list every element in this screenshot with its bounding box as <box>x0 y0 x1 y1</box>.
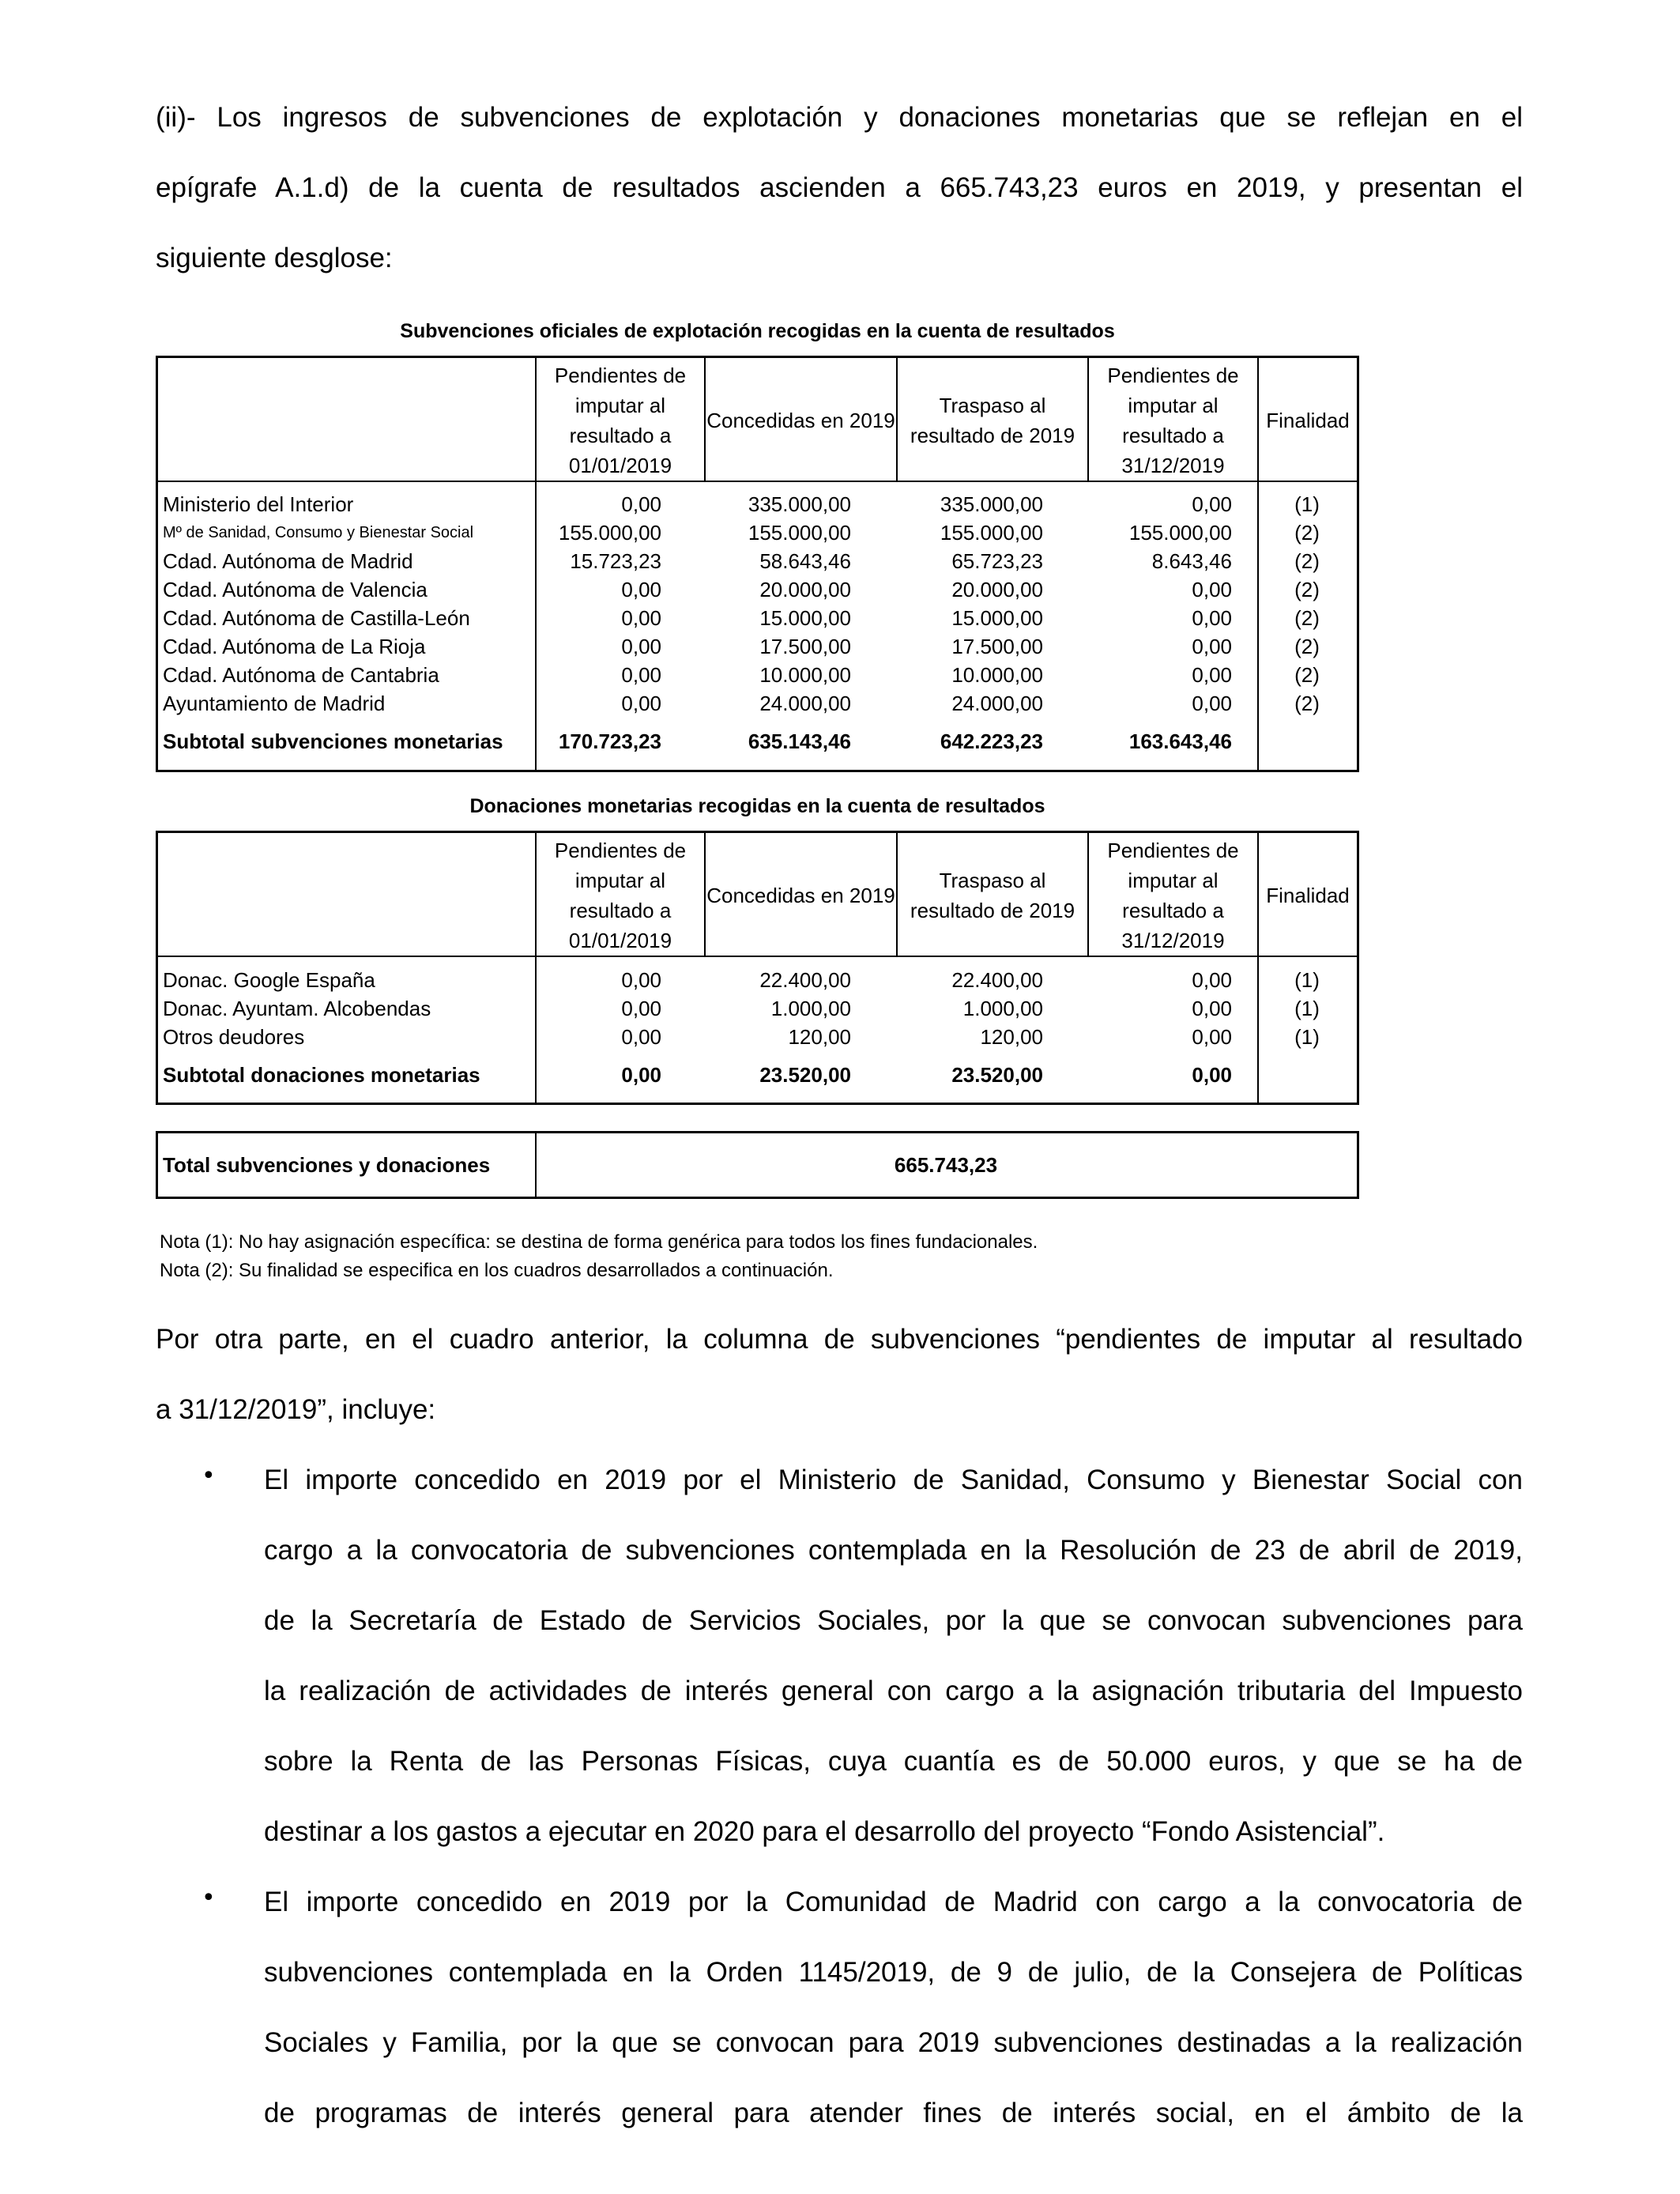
subtotal-row: Subtotal subvenciones monetarias 170.723,23 635.143,46 642.223,23 163.643,46 <box>163 729 1232 753</box>
table1-caption: Subvenciones oficiales de explotación recogidas en la cuenta de resultados <box>400 320 1115 342</box>
bullet1-line: cargo a la convocatoria de subvenciones contemplada en la Resolución de 23 de abril de 2019, <box>264 1535 1523 1566</box>
header-divider <box>158 956 1357 957</box>
subtotal-row: Subtotal donaciones monetarias 0,00 23.520,00 23.520,00 0,00 <box>163 1063 1232 1087</box>
header-finalidad: Finalidad <box>1257 358 1357 482</box>
bullet1-line: la realización de actividades de interés general con cargo a la asignación tributaria del Impuesto <box>264 1676 1523 1706</box>
para2-line-1: Por otra parte, en el cuadro anterior, la columna de subvenciones “pendientes de imputar al resultado <box>156 1324 1523 1355</box>
header-traspaso: Traspaso al resultado de 2019 <box>896 358 1087 482</box>
subvenciones-table <box>156 356 1359 772</box>
para2-line-2: a 31/12/2019”, incluye: <box>156 1394 436 1425</box>
intro-line-1: (ii)- Los ingresos de subvenciones de explotación y donaciones monetarias que se reflejan en el <box>156 102 1523 133</box>
table-row: Otros deudores 0,00 120,00 120,00 0,00 (1) <box>163 1025 1320 1049</box>
table-row: Cdad. Autónoma de Valencia 0,00 20.000,00 20.000,00 0,00 (2) <box>163 578 1320 601</box>
bullet1-line: de la Secretaría de Estado de Servicios Sociales, por la que se convocan subvenciones para <box>264 1605 1523 1636</box>
table-row: Cdad. Autónoma de La Rioja 0,00 17.500,00 17.500,00 0,00 (2) <box>163 635 1320 658</box>
intro-line-2: epígrafe A.1.d) de la cuenta de resultados ascienden a 665.743,23 euros en 2019, y presentan el <box>156 172 1523 203</box>
note-2: Nota (2): Su finalidad se especifica en los cuadros desarrollados a continuación. <box>160 1260 834 1281</box>
bullet2-line: de programas de interés general para atender fines de interés social, en el ámbito de la <box>264 2098 1523 2128</box>
table-row: Donac. Google España 0,00 22.400,00 22.400,00 0,00 (1) <box>163 968 1320 992</box>
header-finalidad: Finalidad <box>1257 833 1357 957</box>
table-row: Cdad. Autónoma de Cantabria 0,00 10.000,00 10.000,00 0,00 (2) <box>163 663 1320 687</box>
bullet2-line: El importe concedido en 2019 por la Comunidad de Madrid con cargo a la convocatoria de <box>264 1887 1523 1917</box>
total-value: 665.743,23 <box>894 1153 998 1177</box>
note-1: Nota (1): No hay asignación específica: se destina de forma genérica para todos los fines fundacionales. <box>160 1231 1038 1253</box>
header-divider <box>158 481 1357 482</box>
header-pendientes-inicio: Pendientes de imputar al resultado a 01/01/2019 <box>535 833 704 957</box>
header-pendientes-fin: Pendientes de imputar al resultado a 31/12/2019 <box>1087 358 1257 482</box>
total-box <box>156 1131 1359 1199</box>
header-concedidas: Concedidas en 2019 <box>704 358 896 482</box>
header-concedidas: Concedidas en 2019 <box>704 833 896 957</box>
table-row: Cdad. Autónoma de Madrid 15.723,23 58.643,46 65.723,23 8.643,46 (2) <box>163 549 1320 573</box>
table-row: Ministerio del Interior 0,00 335.000,00 335.000,00 0,00 (1) <box>163 492 1320 516</box>
table-row: Ayuntamiento de Madrid 0,00 24.000,00 24.000,00 0,00 (2) <box>163 692 1320 715</box>
bullet1-line: destinar a los gastos a ejecutar en 2020 para el desarrollo del proyecto “Fondo Asistencial”. <box>264 1816 1385 1847</box>
donaciones-table <box>156 831 1359 1105</box>
table2-caption: Donaciones monetarias recogidas en la cuenta de resultados <box>469 795 1045 817</box>
header-pendientes-inicio: Pendientes de imputar al resultado a 01/01/2019 <box>535 358 704 482</box>
table-row: Donac. Ayuntam. Alcobendas 0,00 1.000,00 1.000,00 0,00 (1) <box>163 997 1320 1020</box>
header-traspaso: Traspaso al resultado de 2019 <box>896 833 1087 957</box>
header-pendientes-fin: Pendientes de imputar al resultado a 31/12/2019 <box>1087 833 1257 957</box>
table-row: Cdad. Autónoma de Castilla-León 0,00 15.000,00 15.000,00 0,00 (2) <box>163 606 1320 630</box>
bullet1-line: sobre la Renta de las Personas Físicas, cuya cuantía es de 50.000 euros, y que se ha de <box>264 1746 1523 1777</box>
bullet2-line: Sociales y Familia, por la que se convocan para 2019 subvenciones destinadas a la realización <box>264 2027 1523 2058</box>
bullet1-line: El importe concedido en 2019 por el Ministerio de Sanidad, Consumo y Bienestar Social con <box>264 1465 1523 1495</box>
total-label: Total subvenciones y donaciones <box>163 1153 491 1177</box>
bullet2-line: subvenciones contemplada en la Orden 1145/2019, de 9 de julio, de la Consejera de Políticas <box>264 1957 1523 1988</box>
bullet-dot: • <box>202 1462 216 1490</box>
bullet-dot: • <box>202 1884 216 1912</box>
table-row: Mº de Sanidad, Consumo y Bienestar Social 155.000,00 155.000,00 155.000,00 155.000,00 (2) <box>163 521 1320 545</box>
intro-line-3: siguiente desglose: <box>156 243 393 273</box>
